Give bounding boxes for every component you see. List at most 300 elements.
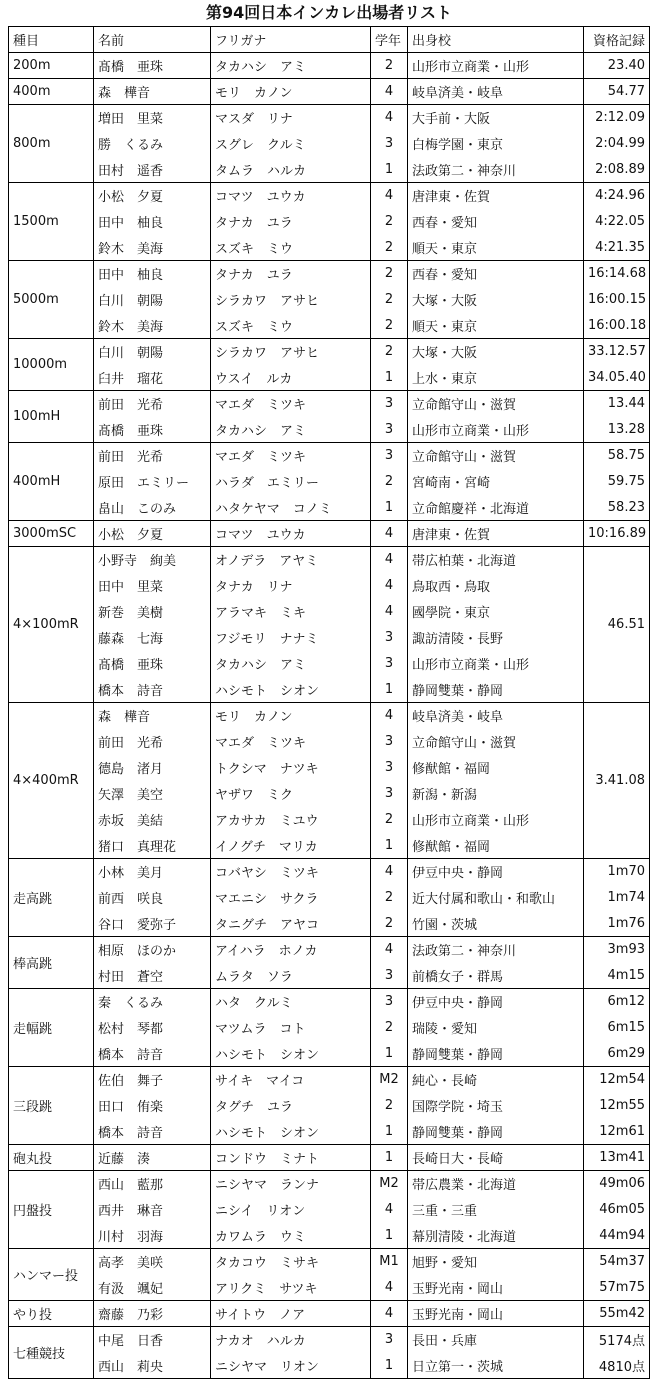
record-cell: 57m75 <box>584 1275 650 1301</box>
header-kana: フリガナ <box>211 27 371 53</box>
school-cell: 日立第一・茨城 <box>408 1353 584 1379</box>
name-cell: 松村 琴都 <box>94 1015 211 1041</box>
name-cell: 前西 咲良 <box>94 885 211 911</box>
athlete-table <box>8 26 650 1379</box>
year-cell: 3 <box>371 625 408 651</box>
name-cell: 猪口 真理花 <box>94 833 211 859</box>
record-cell: 12m61 <box>584 1119 650 1145</box>
record-cell: 46.51 <box>584 547 650 703</box>
kana-cell: シラカワ アサヒ <box>211 287 371 313</box>
year-cell: 1 <box>371 157 408 183</box>
header-name: 名前 <box>94 27 211 53</box>
record-cell: 13m41 <box>584 1145 650 1171</box>
kana-cell: ハタ クルミ <box>211 989 371 1015</box>
table-row <box>9 885 650 911</box>
year-cell: 1 <box>371 1119 408 1145</box>
name-cell: 有汲 颯妃 <box>94 1275 211 1301</box>
name-cell: 前田 光希 <box>94 391 211 417</box>
year-cell: 2 <box>371 261 408 287</box>
name-cell: 西井 琳音 <box>94 1197 211 1223</box>
record-cell: 5174点 <box>584 1327 650 1353</box>
event-cell: 400mH <box>9 443 94 521</box>
name-cell: 勝 くるみ <box>94 131 211 157</box>
school-cell: 岐阜済美・岐阜 <box>408 79 584 105</box>
name-cell: 橋本 詩音 <box>94 1041 211 1067</box>
year-cell: 2 <box>371 209 408 235</box>
record-cell: 4:24.96 <box>584 183 650 209</box>
name-cell: 小林 美月 <box>94 859 211 885</box>
name-cell: 髙橋 亜珠 <box>94 651 211 677</box>
school-cell: 近大付属和歌山・和歌山 <box>408 885 584 911</box>
school-cell: 山形市立商業・山形 <box>408 417 584 443</box>
kana-cell: ハタケヤマ コノミ <box>211 495 371 521</box>
record-cell: 4810点 <box>584 1353 650 1379</box>
name-cell: 川村 羽海 <box>94 1223 211 1249</box>
school-cell: 鳥取西・鳥取 <box>408 573 584 599</box>
table-row <box>9 1015 650 1041</box>
table-row <box>9 599 650 625</box>
table-row <box>9 1067 650 1093</box>
event-cell: 砲丸投 <box>9 1145 94 1171</box>
table-row <box>9 859 650 885</box>
record-cell: 54.77 <box>584 79 650 105</box>
table-row <box>9 365 650 391</box>
kana-cell: サイトウ ノア <box>211 1301 371 1327</box>
table-row <box>9 677 650 703</box>
table-row <box>9 1223 650 1249</box>
table-row <box>9 287 650 313</box>
event-cell: 4×400mR <box>9 703 94 859</box>
record-cell: 1m76 <box>584 911 650 937</box>
record-cell: 16:14.68 <box>584 261 650 287</box>
table-row <box>9 417 650 443</box>
kana-cell: サイキ マイコ <box>211 1067 371 1093</box>
kana-cell: スズキ ミウ <box>211 235 371 261</box>
school-cell: 法政第二・神奈川 <box>408 937 584 963</box>
record-cell: 3m93 <box>584 937 650 963</box>
name-cell: 西山 藍那 <box>94 1171 211 1197</box>
school-cell: 順天・東京 <box>408 235 584 261</box>
kana-cell: ニシヤマ ランナ <box>211 1171 371 1197</box>
table-row <box>9 391 650 417</box>
name-cell: 前田 光希 <box>94 443 211 469</box>
kana-cell: アカサカ ミユウ <box>211 807 371 833</box>
kana-cell: ハシモト シオン <box>211 677 371 703</box>
year-cell: 4 <box>371 1197 408 1223</box>
table-row <box>9 495 650 521</box>
name-cell: 臼井 瑠花 <box>94 365 211 391</box>
name-cell: 相原 ほのか <box>94 937 211 963</box>
name-cell: 德島 渚月 <box>94 755 211 781</box>
school-cell: 大手前・大阪 <box>408 105 584 131</box>
school-cell: 山形市立商業・山形 <box>408 651 584 677</box>
record-cell: 16:00.18 <box>584 313 650 339</box>
event-cell: 三段跳 <box>9 1067 94 1145</box>
record-cell: 6m29 <box>584 1041 650 1067</box>
kana-cell: アラマキ ミキ <box>211 599 371 625</box>
name-cell: 田村 遥香 <box>94 157 211 183</box>
year-cell: 1 <box>371 1041 408 1067</box>
table-row <box>9 625 650 651</box>
year-cell: 2 <box>371 469 408 495</box>
event-cell: 800m <box>9 105 94 183</box>
kana-cell: タカハシ アミ <box>211 651 371 677</box>
school-cell: 唐津東・佐賀 <box>408 521 584 547</box>
record-cell: 49m06 <box>584 1171 650 1197</box>
kana-cell: モリ カノン <box>211 79 371 105</box>
event-cell: 10000m <box>9 339 94 391</box>
school-cell: 大塚・大阪 <box>408 287 584 313</box>
event-cell: 走高跳 <box>9 859 94 937</box>
name-cell: 小松 夕夏 <box>94 521 211 547</box>
event-cell: 走幅跳 <box>9 989 94 1067</box>
kana-cell: ハシモト シオン <box>211 1041 371 1067</box>
kana-cell: カワムラ ウミ <box>211 1223 371 1249</box>
table-row <box>9 1327 650 1353</box>
table-row <box>9 131 650 157</box>
school-cell: 純心・長崎 <box>408 1067 584 1093</box>
name-cell: 鈴木 美海 <box>94 313 211 339</box>
name-cell: 矢澤 美空 <box>94 781 211 807</box>
school-cell: 長田・兵庫 <box>408 1327 584 1353</box>
table-row <box>9 703 650 729</box>
school-cell: 立命館守山・滋賀 <box>408 729 584 755</box>
year-cell: 1 <box>371 495 408 521</box>
table-row <box>9 339 650 365</box>
kana-cell: タカハシ アミ <box>211 417 371 443</box>
kana-cell: スズキ ミウ <box>211 313 371 339</box>
year-cell: 3 <box>371 1327 408 1353</box>
year-cell: 2 <box>371 313 408 339</box>
kana-cell: ニシヤマ リオン <box>211 1353 371 1379</box>
year-cell: 4 <box>371 521 408 547</box>
header-event: 種目 <box>9 27 94 53</box>
name-cell: 藤森 七海 <box>94 625 211 651</box>
record-cell: 46m05 <box>584 1197 650 1223</box>
record-cell: 58.75 <box>584 443 650 469</box>
event-cell: 円盤投 <box>9 1171 94 1249</box>
year-cell: 2 <box>371 1093 408 1119</box>
year-cell: 1 <box>371 1223 408 1249</box>
school-cell: 国際学院・埼玉 <box>408 1093 584 1119</box>
school-cell: 國學院・東京 <box>408 599 584 625</box>
event-cell: 4×100mR <box>9 547 94 703</box>
year-cell: M1 <box>371 1249 408 1275</box>
record-cell: 10:16.89 <box>584 521 650 547</box>
name-cell: 増田 里菜 <box>94 105 211 131</box>
event-cell: 3000mSC <box>9 521 94 547</box>
name-cell: 近藤 湊 <box>94 1145 211 1171</box>
name-cell: 橋本 詩音 <box>94 1119 211 1145</box>
header-year: 学年 <box>371 27 408 53</box>
school-cell: 西春・愛知 <box>408 261 584 287</box>
kana-cell: ムラタ ソラ <box>211 963 371 989</box>
school-cell: 竹園・茨城 <box>408 911 584 937</box>
school-cell: 立命館慶祥・北海道 <box>408 495 584 521</box>
record-cell: 16:00.15 <box>584 287 650 313</box>
school-cell: 静岡雙葉・静岡 <box>408 677 584 703</box>
kana-cell: イノグチ マリカ <box>211 833 371 859</box>
name-cell: 小松 夕夏 <box>94 183 211 209</box>
name-cell: 髙橋 亜珠 <box>94 417 211 443</box>
kana-cell: ハシモト シオン <box>211 1119 371 1145</box>
year-cell: 2 <box>371 911 408 937</box>
name-cell: 田中 柚良 <box>94 209 211 235</box>
table-row <box>9 1093 650 1119</box>
record-cell: 1m70 <box>584 859 650 885</box>
header-row <box>9 27 650 53</box>
year-cell: 2 <box>371 807 408 833</box>
name-cell: 秦 くるみ <box>94 989 211 1015</box>
school-cell: 修猷館・福岡 <box>408 833 584 859</box>
year-cell: 4 <box>371 859 408 885</box>
year-cell: 3 <box>371 989 408 1015</box>
year-cell: 3 <box>371 963 408 989</box>
year-cell: 3 <box>371 729 408 755</box>
table-row <box>9 1145 650 1171</box>
school-cell: 修猷館・福岡 <box>408 755 584 781</box>
name-cell: 橋本 詩音 <box>94 677 211 703</box>
school-cell: 瑞陵・愛知 <box>408 1015 584 1041</box>
year-cell: 2 <box>371 339 408 365</box>
kana-cell: ヤザワ ミク <box>211 781 371 807</box>
name-cell: 森 樺音 <box>94 79 211 105</box>
name-cell: 鈴木 美海 <box>94 235 211 261</box>
kana-cell: コンドウ ミナト <box>211 1145 371 1171</box>
record-cell: 55m42 <box>584 1301 650 1327</box>
year-cell: 4 <box>371 573 408 599</box>
table-row <box>9 157 650 183</box>
kana-cell: アリクミ サツキ <box>211 1275 371 1301</box>
kana-cell: マエダ ミツキ <box>211 729 371 755</box>
kana-cell: ハラダ エミリー <box>211 469 371 495</box>
year-cell: 3 <box>371 651 408 677</box>
table-row <box>9 209 650 235</box>
kana-cell: オノデラ アヤミ <box>211 547 371 573</box>
table-row <box>9 313 650 339</box>
year-cell: 3 <box>371 131 408 157</box>
year-cell: 1 <box>371 365 408 391</box>
year-cell: 4 <box>371 79 408 105</box>
school-cell: 唐津東・佐賀 <box>408 183 584 209</box>
name-cell: 谷口 愛弥子 <box>94 911 211 937</box>
school-cell: 幕別清陵・北海道 <box>408 1223 584 1249</box>
year-cell: 2 <box>371 287 408 313</box>
kana-cell: スグレ クルミ <box>211 131 371 157</box>
table-row <box>9 53 650 79</box>
year-cell: 3 <box>371 755 408 781</box>
header-record: 資格記録 <box>584 27 650 53</box>
year-cell: 4 <box>371 547 408 573</box>
name-cell: 前田 光希 <box>94 729 211 755</box>
record-cell: 12m54 <box>584 1067 650 1093</box>
kana-cell: ニシイ リオン <box>211 1197 371 1223</box>
kana-cell: シラカワ アサヒ <box>211 339 371 365</box>
year-cell: 4 <box>371 1301 408 1327</box>
name-cell: 佐伯 舞子 <box>94 1067 211 1093</box>
kana-cell: タナカ リナ <box>211 573 371 599</box>
record-cell: 4:21.35 <box>584 235 650 261</box>
record-cell: 34.05.40 <box>584 365 650 391</box>
school-cell: 三重・三重 <box>408 1197 584 1223</box>
table-row <box>9 1171 650 1197</box>
table-row <box>9 833 650 859</box>
record-cell: 3.41.08 <box>584 703 650 859</box>
record-cell: 4:22.05 <box>584 209 650 235</box>
record-cell: 13.28 <box>584 417 650 443</box>
school-cell: 伊豆中央・静岡 <box>408 989 584 1015</box>
table-row <box>9 469 650 495</box>
year-cell: 3 <box>371 391 408 417</box>
year-cell: 4 <box>371 703 408 729</box>
school-cell: 帯広農業・北海道 <box>408 1171 584 1197</box>
year-cell: 2 <box>371 53 408 79</box>
record-cell: 54m37 <box>584 1249 650 1275</box>
event-cell: 400m <box>9 79 94 105</box>
table-row <box>9 729 650 755</box>
table-row <box>9 261 650 287</box>
table-row <box>9 651 650 677</box>
record-cell: 13.44 <box>584 391 650 417</box>
table-row <box>9 911 650 937</box>
table-row <box>9 235 650 261</box>
table-row <box>9 105 650 131</box>
school-cell: 上水・東京 <box>408 365 584 391</box>
year-cell: 4 <box>371 183 408 209</box>
kana-cell: モリ カノン <box>211 703 371 729</box>
record-cell: 23.40 <box>584 53 650 79</box>
school-cell: 法政第二・神奈川 <box>408 157 584 183</box>
kana-cell: コバヤシ ミツキ <box>211 859 371 885</box>
kana-cell: マエニシ サクラ <box>211 885 371 911</box>
table-row <box>9 183 650 209</box>
school-cell: 諏訪清陵・長野 <box>408 625 584 651</box>
school-cell: 静岡雙葉・静岡 <box>408 1041 584 1067</box>
table-row <box>9 79 650 105</box>
year-cell: 3 <box>371 417 408 443</box>
table-row <box>9 521 650 547</box>
school-cell: 前橋女子・群馬 <box>408 963 584 989</box>
school-cell: 静岡雙葉・静岡 <box>408 1119 584 1145</box>
kana-cell: マエダ ミツキ <box>211 443 371 469</box>
table-row <box>9 989 650 1015</box>
event-cell: 200m <box>9 53 94 79</box>
table-row <box>9 1249 650 1275</box>
kana-cell: マスダ リナ <box>211 105 371 131</box>
name-cell: 村田 蒼空 <box>94 963 211 989</box>
kana-cell: タナカ ユラ <box>211 261 371 287</box>
record-cell: 2:04.99 <box>584 131 650 157</box>
year-cell: 4 <box>371 937 408 963</box>
school-cell: 山形市立商業・山形 <box>408 807 584 833</box>
record-cell: 12m55 <box>584 1093 650 1119</box>
header-school: 出身校 <box>408 27 584 53</box>
name-cell: 新巻 美樹 <box>94 599 211 625</box>
name-cell: 原田 エミリー <box>94 469 211 495</box>
table-row <box>9 547 650 573</box>
school-cell: 帯広柏葉・北海道 <box>408 547 584 573</box>
kana-cell: マエダ ミツキ <box>211 391 371 417</box>
year-cell: M2 <box>371 1171 408 1197</box>
school-cell: 新潟・新潟 <box>408 781 584 807</box>
year-cell: 1 <box>371 1145 408 1171</box>
year-cell: 2 <box>371 1015 408 1041</box>
name-cell: 畠山 このみ <box>94 495 211 521</box>
record-cell: 33.12.57 <box>584 339 650 365</box>
table-row <box>9 1197 650 1223</box>
event-cell: 1500m <box>9 183 94 261</box>
kana-cell: アイハラ ホノカ <box>211 937 371 963</box>
year-cell: 3 <box>371 443 408 469</box>
table-row <box>9 1275 650 1301</box>
record-cell: 6m12 <box>584 989 650 1015</box>
name-cell: 髙橋 亜珠 <box>94 53 211 79</box>
table-row <box>9 781 650 807</box>
year-cell: 2 <box>371 235 408 261</box>
event-cell: 100mH <box>9 391 94 443</box>
name-cell: 高孝 美咲 <box>94 1249 211 1275</box>
school-cell: 宮崎南・宮崎 <box>408 469 584 495</box>
record-cell: 2:08.89 <box>584 157 650 183</box>
table-row <box>9 755 650 781</box>
school-cell: 白梅学園・東京 <box>408 131 584 157</box>
name-cell: 西山 莉央 <box>94 1353 211 1379</box>
school-cell: 玉野光南・岡山 <box>408 1301 584 1327</box>
school-cell: 旭野・愛知 <box>408 1249 584 1275</box>
school-cell: 伊豆中央・静岡 <box>408 859 584 885</box>
year-cell: 1 <box>371 1353 408 1379</box>
kana-cell: フジモリ ナナミ <box>211 625 371 651</box>
name-cell: 田口 侑楽 <box>94 1093 211 1119</box>
table-row <box>9 1041 650 1067</box>
school-cell: 大塚・大阪 <box>408 339 584 365</box>
name-cell: 小野寺 絢美 <box>94 547 211 573</box>
event-cell: やり投 <box>9 1301 94 1327</box>
record-cell: 44m94 <box>584 1223 650 1249</box>
kana-cell: タカハシ アミ <box>211 53 371 79</box>
kana-cell: トクシマ ナツキ <box>211 755 371 781</box>
year-cell: 4 <box>371 105 408 131</box>
table-row <box>9 1119 650 1145</box>
school-cell: 玉野光南・岡山 <box>408 1275 584 1301</box>
kana-cell: タグチ ユラ <box>211 1093 371 1119</box>
kana-cell: マツムラ コト <box>211 1015 371 1041</box>
record-cell: 58.23 <box>584 495 650 521</box>
name-cell: 森 樺音 <box>94 703 211 729</box>
school-cell: 山形市立商業・山形 <box>408 53 584 79</box>
record-cell: 1m74 <box>584 885 650 911</box>
school-cell: 順天・東京 <box>408 313 584 339</box>
school-cell: 長崎日大・長崎 <box>408 1145 584 1171</box>
event-cell: 棒高跳 <box>9 937 94 989</box>
name-cell: 赤坂 美結 <box>94 807 211 833</box>
kana-cell: タナカ ユラ <box>211 209 371 235</box>
event-cell: 七種競技 <box>9 1327 94 1379</box>
kana-cell: タムラ ハルカ <box>211 157 371 183</box>
kana-cell: タニグチ アヤコ <box>211 911 371 937</box>
kana-cell: コマツ ユウカ <box>211 183 371 209</box>
year-cell: 1 <box>371 677 408 703</box>
name-cell: 白川 朝陽 <box>94 287 211 313</box>
name-cell: 田中 柚良 <box>94 261 211 287</box>
table-row <box>9 573 650 599</box>
table-row <box>9 937 650 963</box>
year-cell: 4 <box>371 1275 408 1301</box>
school-cell: 西春・愛知 <box>408 209 584 235</box>
event-cell: ハンマー投 <box>9 1249 94 1301</box>
school-cell: 立命館守山・滋賀 <box>408 391 584 417</box>
year-cell: 2 <box>371 885 408 911</box>
